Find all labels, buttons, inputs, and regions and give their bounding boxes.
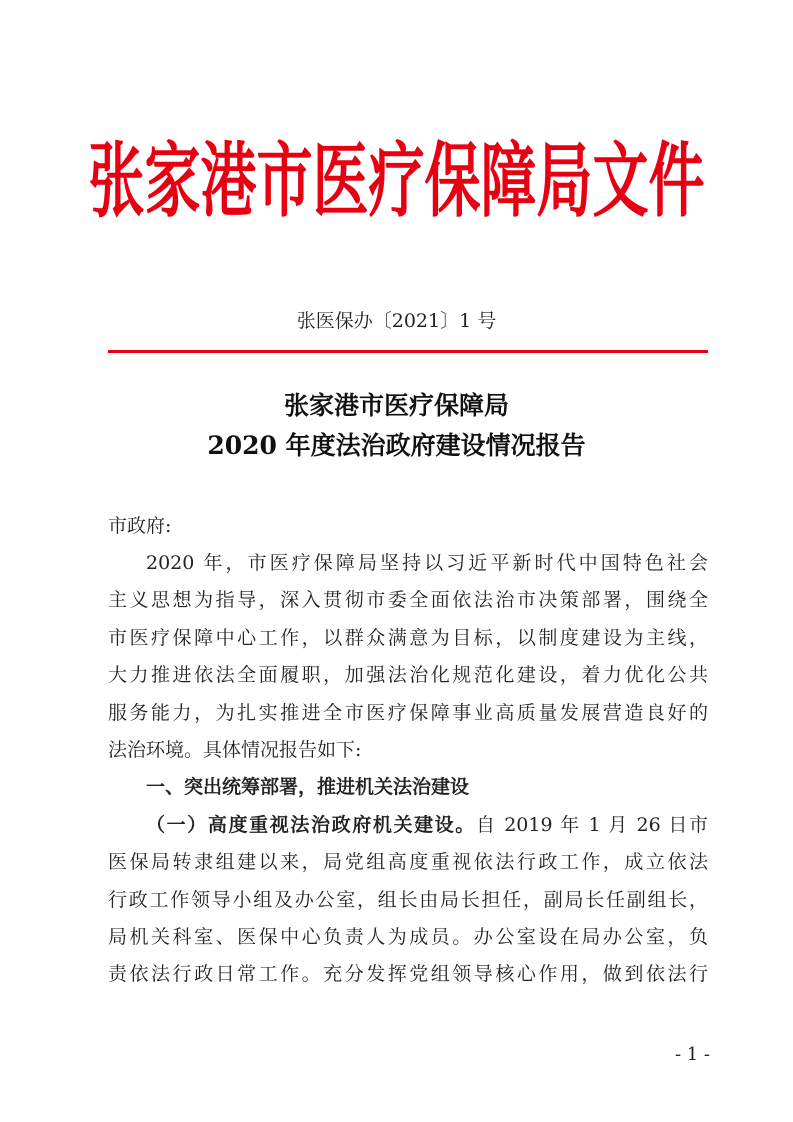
intro-line: 2020 年，市医疗保障局坚持以习近平新时代中国特色社会	[146, 552, 708, 574]
page-number: - 1 -	[674, 1044, 710, 1065]
subsection-line: 局机关科室、医保中心负责人为成员。办公室设在局办公室，负	[108, 925, 708, 948]
salutation: 市政府:	[108, 515, 172, 537]
intro-line: 大力推进依法全面履职，加强法治化规范化建设，着力优化公共	[108, 664, 708, 687]
subsection-line: 责依法行政日常工作。充分发挥党组领导核心作用，做到依法行	[108, 963, 708, 986]
red-divider-line	[108, 350, 708, 353]
intro-line: 法治环境。具体情况报告如下:	[108, 738, 362, 761]
subsection-heading: （一）高度重视法治政府机关建设。	[146, 813, 476, 836]
subsection-first-line	[108, 807, 708, 844]
intro-line: 主义思想为指导，深入贯彻市委全面依法治市决策部署，围绕全	[108, 589, 708, 612]
intro-line: 服务能力，为扎实推进全市医疗保障事业高质量发展营造良好的	[108, 701, 708, 724]
intro-line: 市医疗保障中心工作，以群众满意为目标，以制度建设为主线，	[108, 626, 708, 649]
section-heading: 一、突出统筹部署，推进机关法治建设	[146, 776, 470, 799]
subsection-first-line-rest: 自 2019 年 1 月 26 日市	[475, 813, 708, 836]
red-masthead: 张家港市医疗保障局文件	[88, 135, 705, 230]
report-body	[108, 545, 708, 994]
document-number: 张医保办〔2021〕1 号	[296, 310, 497, 332]
subsection-line: 医保局转隶组建以来，局党组高度重视依法行政工作，成立依法	[108, 851, 708, 874]
report-title-line-1: 张家港市医疗保障局	[283, 391, 509, 420]
subsection-line: 行政工作领导小组及办公室，组长由局长担任，副局长任副组长，	[108, 888, 708, 911]
report-title-line-2: 2020 年度法治政府建设情况报告	[207, 431, 586, 460]
